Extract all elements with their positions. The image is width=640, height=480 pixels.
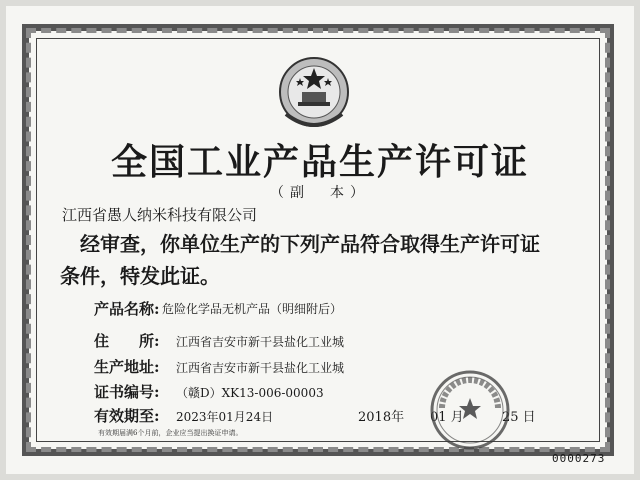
certificate-statement xyxy=(60,228,590,292)
product-label: 产品名称: xyxy=(94,300,160,318)
certificate-number-label: 证书编号: xyxy=(94,383,160,401)
production-address-label: 生产地址: xyxy=(94,358,160,376)
serial-number: 0000273 xyxy=(552,452,606,465)
issue-day: 25 日 xyxy=(502,410,536,425)
address-label: 住 所: xyxy=(94,332,160,350)
renewal-notice: 有效期届满6个月前，企业应当提出换证申请。 xyxy=(98,429,243,437)
certificate-subtitle: （副 本） xyxy=(270,185,370,201)
issue-month: 01 月 xyxy=(430,410,464,425)
statement-line-1: 经审查，你单位生产的下列产品符合取得生产许可证 xyxy=(80,232,540,256)
issue-year: 2018年 xyxy=(358,410,405,425)
production-address-value: 江西省吉安市新干县盐化工业城 xyxy=(176,361,345,375)
validity-label: 有效期至: xyxy=(94,407,160,425)
statement-line-2: 条件，特发此证。 xyxy=(60,264,220,288)
validity-value: 2023年01月24日 xyxy=(176,410,274,424)
certificate-title: 全国工业产品生产许可证 xyxy=(110,141,529,183)
company-name: 江西省愚人纳米科技有限公司 xyxy=(62,206,258,224)
address-value: 江西省吉安市新干县盐化工业城 xyxy=(176,335,345,349)
product-value: 危险化学品无机产品（明细附后） xyxy=(162,302,343,316)
national-emblem-icon xyxy=(274,54,354,134)
official-seal-icon xyxy=(428,368,512,452)
certificate-number-value: （赣D）XK13-006-00003 xyxy=(176,386,324,400)
certificate-sheet xyxy=(6,6,634,474)
